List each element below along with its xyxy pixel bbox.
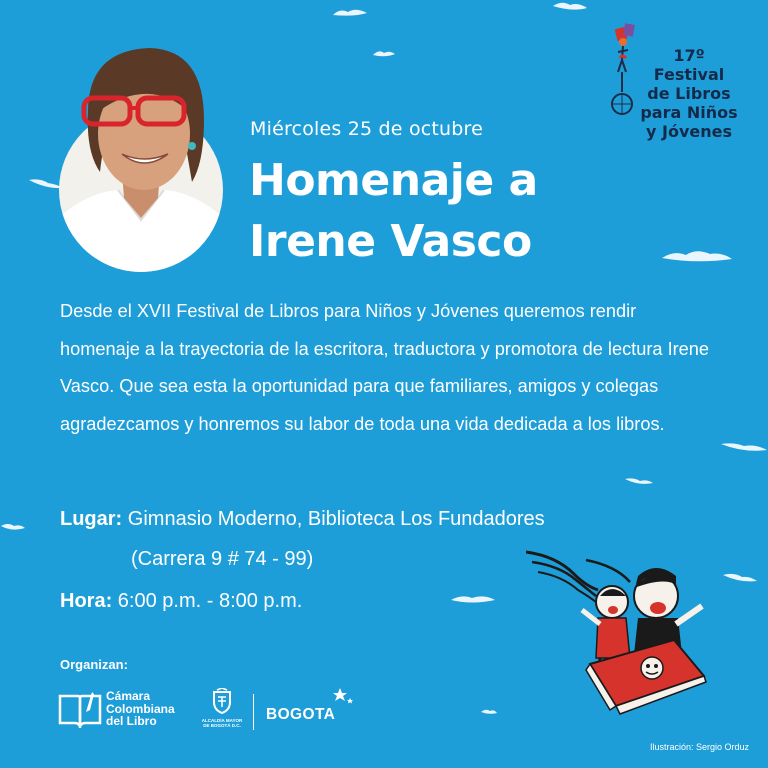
bogota-logo (266, 686, 356, 730)
cloud-icon (480, 706, 498, 716)
venue-label: Lugar: (60, 508, 123, 530)
festival-logo-line: 17º (673, 46, 705, 65)
children-flying-book-illustration (526, 546, 756, 722)
alcaldia-logo (200, 688, 244, 728)
organizers-divider (253, 694, 254, 730)
time-value: 6:00 p.m. - 8:00 p.m. (117, 590, 303, 612)
camara-colombiana-logo (58, 690, 175, 728)
camara-line: del Libro (106, 714, 157, 729)
time-label: Hora: (60, 590, 113, 612)
cloud-icon (450, 592, 496, 606)
venue-address: (Carrera 9 # 74 - 99) (131, 548, 314, 570)
cloud-icon (372, 48, 396, 58)
venue-line (60, 508, 545, 531)
time-line (60, 590, 302, 613)
festival-logo-line: Festival (653, 65, 725, 84)
cloud-icon (552, 0, 588, 12)
festival-logo-line: y Jóvenes (646, 122, 732, 141)
bogota-text: BOGOTA (266, 706, 336, 723)
alcaldia-line: DE BOGOTÁ D.C. (203, 723, 241, 728)
festival-logo-text (624, 46, 754, 141)
camara-line: Colombiana (106, 701, 175, 716)
cloud-icon (720, 438, 768, 454)
alcaldia-text (200, 718, 244, 728)
portrait-photo (58, 42, 224, 272)
alcaldia-line: ALCALDÍA MAYOR (201, 718, 243, 723)
event-description: Desde el XVII Festival de Libros para Niños y Jóvenes queremos rendir homenaje a la trayectoria de la escritora, traductora y promotora de lectura Irene Vasco. Que sea esta la oportunidad para que familiares, amigos y colegas agradezcamos y honremos su labor de toda una vida dedicada a los libros. (60, 301, 710, 434)
cloud-icon (660, 246, 734, 264)
event-date: Miércoles 25 de octubre (250, 118, 484, 140)
camara-colombiana-text (106, 690, 175, 728)
festival-logo-line: de Libros (647, 84, 731, 103)
illustration-credit: Ilustración: Sergio Orduz (650, 742, 750, 752)
organizers-label: Organizan: (60, 657, 128, 672)
venue-value: Gimnasio Moderno, Biblioteca Los Fundadores (127, 508, 545, 530)
cloud-icon (624, 474, 654, 486)
coat-of-arms-icon (211, 688, 233, 714)
festival-logo-line: para Niños (640, 103, 738, 122)
cloud-icon (332, 6, 368, 18)
book-logo-icon (58, 690, 102, 728)
title-line: Irene Vasco (249, 216, 532, 267)
camara-line: Cámara (106, 689, 151, 704)
event-title (249, 150, 538, 272)
title-line: Homenaje a (249, 155, 538, 206)
cloud-icon (0, 520, 26, 532)
